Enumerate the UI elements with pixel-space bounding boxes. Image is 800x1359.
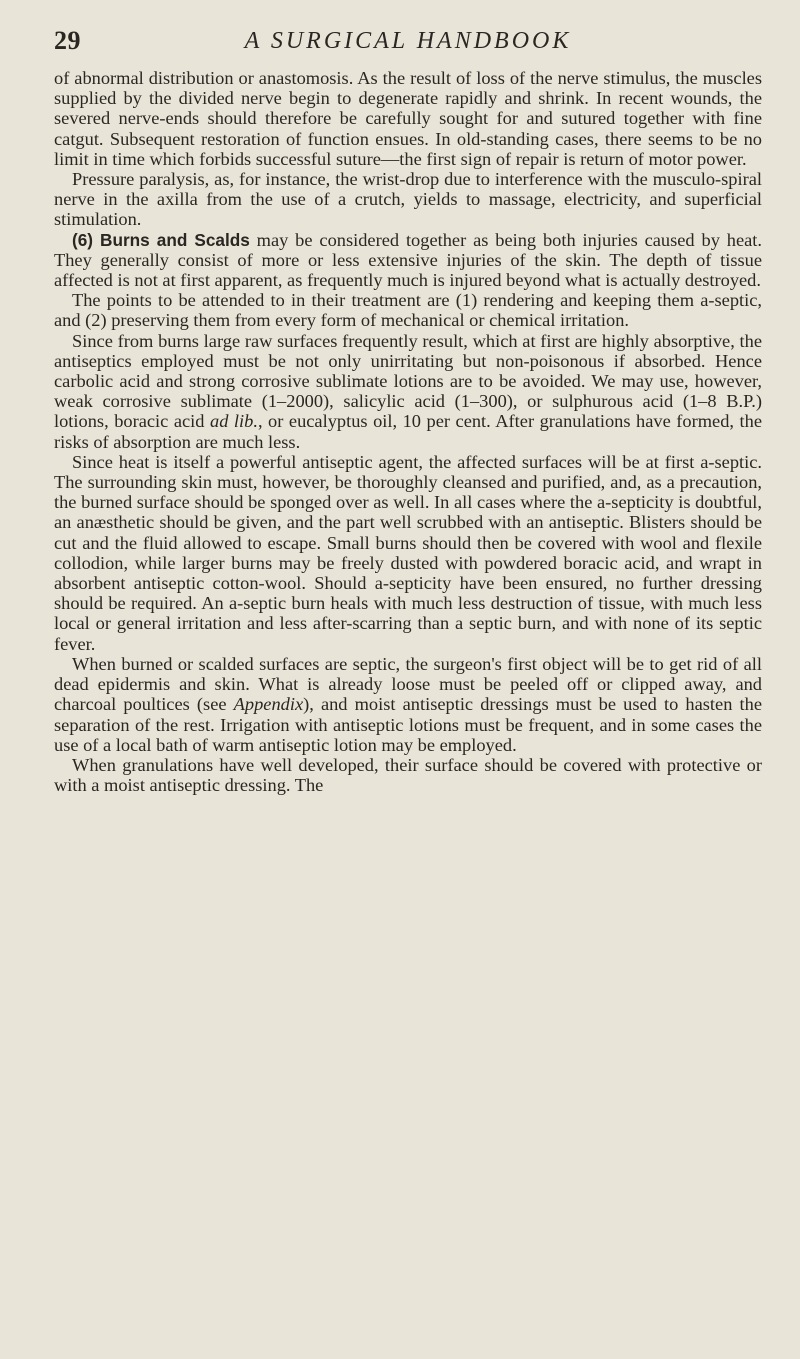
paragraph-septic-surfaces	[54, 654, 762, 755]
paragraph-heat-antiseptic: Since heat is itself a powerful antiseptic agent, the affected surfaces will be at first a-septic. The surrounding skin must, however, be thoroughly cleansed and purified, and, as a precaution, the burned surface should be sponged over as well. In all cases where the a-septicity is doubtful, an anæsthetic should be given, and the part well scrubbed with an antiseptic. Blisters should be cut and the fluid allowed to escape. Small burns should then be covered with wool and flexile collodion, while larger burns may be freely dusted with powdered boracic acid, and wrapt in absorbent antiseptic cotton-wool. Should a-septicity have been ensured, no further dressing should be required. An a-septic burn heals with much less destruction of tissue, with much less local or general irritation and less after-scarring than a septic burn, and with none of its septic fever.	[54, 451, 762, 654]
running-head: A SURGICAL HANDBOOK	[244, 28, 572, 54]
page-header	[54, 26, 762, 62]
paragraph-granulations: When granulations have well developed, their surface should be covered with protective or with a moist antiseptic dressing. The	[54, 754, 762, 796]
paragraph-text: When burned or scalded surfaces are septic, the surgeon's first object will be to get rid of all dead epidermis and skin. What is already loose must be peeled off or clipped away, and charcoal poultices (see	[54, 653, 762, 715]
body-text	[54, 68, 762, 795]
section-heading-burns-and-scalds: (6) Burns and Scalds	[72, 229, 250, 250]
paragraph-text: may be considered together as being both injuries caused by heat. They generally consist of more or less extensive injuries of the skin. The depth of tissue affected is not at first apparent, as frequently much is injured beyond what is actually destroyed.	[54, 229, 762, 291]
page-number: 29	[54, 26, 81, 55]
paragraph-burns-and-scalds	[54, 230, 762, 291]
paragraph-text: Since from burns large raw surfaces frequently result, which at first are highly absorptive, the antiseptics employed must be not only unirritating but non-poisonous if absorbed. Hence carbolic acid and strong corrosive sublimate lotions are to be avoided. We may use, however, weak corrosive sublimate (1–2000), salicylic acid (1–300), or sulphurous acid (1–8 B.P.) lotions, boracic acid	[54, 330, 762, 432]
paragraph-text: , or eucalyptus oil, 10 per cent. After granulations have formed, the risks of absorption are much less.	[54, 411, 762, 452]
paragraph-pressure-paralysis: Pressure paralysis, as, for instance, the wrist-drop due to interference with the musculo-spiral nerve in the axilla from the use of a crutch, yields to massage, electricity, and superficial stimulation.	[54, 169, 762, 230]
italic-term: Appendix	[233, 694, 304, 715]
paragraph-continued: of abnormal distribution or anastomosis. As the result of loss of the nerve stimulus, the muscles supplied by the divided nerve begin to degenerate rapidly and shrink. In recent wounds, the severed nerve-ends should therefore be carefully sought for and sutured together with fine catgut. Subsequent restoration of function ensues. In old-standing cases, there seems to be no limit in time which forbids successful suture—the first sign of repair is return of motor power.	[54, 68, 762, 169]
paragraph-antiseptics	[54, 331, 762, 452]
paragraph-text: ), and moist antiseptic dressings must be used to hasten the separation of the rest. Irrigation with antiseptic lotions must be frequent, and in some cases the use of a local bath of warm antiseptic lotion may be employed.	[54, 694, 762, 755]
italic-term: ad lib.	[210, 411, 258, 432]
paragraph-treatment-points: The points to be attended to in their treatment are (1) rendering and keeping them a-septic, and (2) preserving them from every form of mechanical or chemical irritation.	[54, 290, 762, 331]
